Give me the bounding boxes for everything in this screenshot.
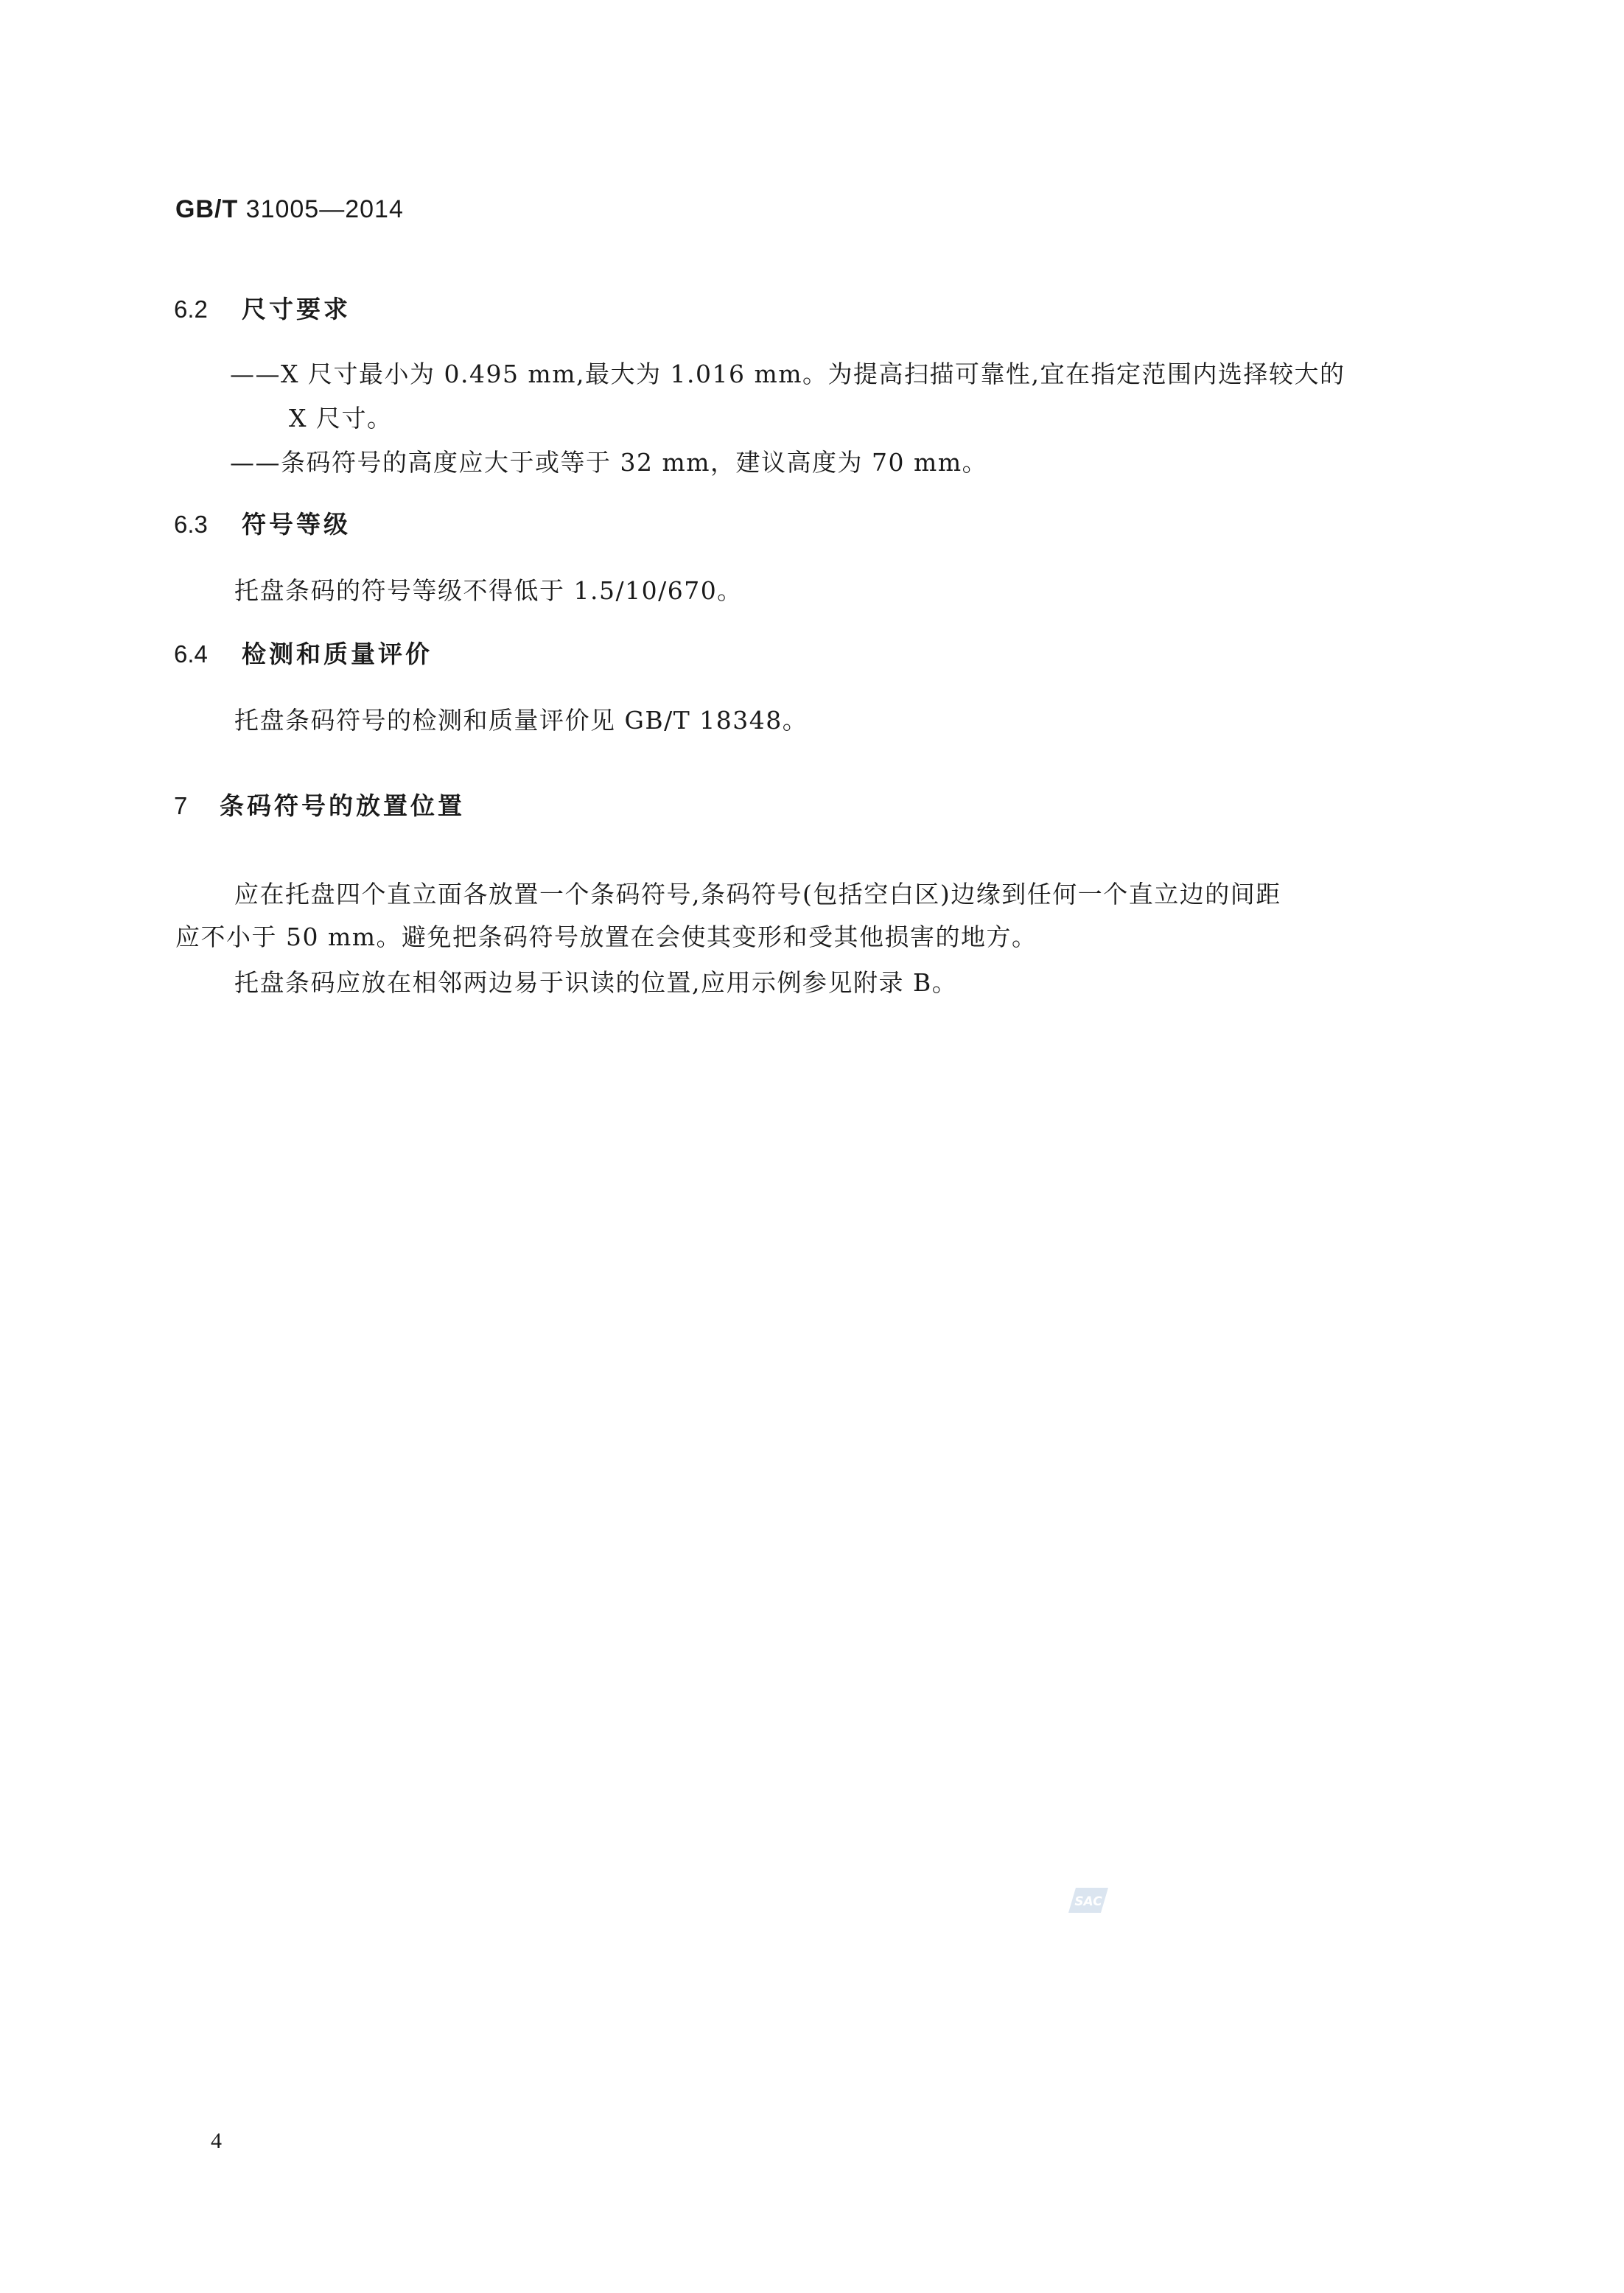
inspection-paragraph: 托盘条码符号的检测和质量评价见 GB/T 18348。: [234, 706, 808, 735]
section-number: 6.2: [174, 295, 208, 323]
section-number: 6.3: [174, 511, 208, 538]
section-title: 条码符号的放置位置: [220, 791, 465, 820]
placement-paragraph-2: 托盘条码应放在相邻两边易于识读的位置,应用示例参见附录 B。: [234, 968, 958, 997]
section-title: 尺寸要求: [242, 295, 351, 323]
section-7-heading: [174, 790, 465, 822]
section-title: 检测和质量评价: [242, 640, 433, 668]
standard-code-number: 31005—2014: [245, 195, 404, 223]
section-number: 6.4: [174, 640, 208, 668]
size-requirement-item-1: ——X 尺寸最小为 0.495 mm,最大为 1.016 mm。为提高扫描可靠性,宜在指定范围内选择较大的: [230, 360, 1345, 388]
section-title: 符号等级: [242, 510, 351, 539]
standard-code-prefix: GB/T: [175, 195, 239, 223]
section-number: 7: [174, 792, 188, 819]
page-number: 4: [211, 2129, 222, 2153]
svg-text:SAC: SAC: [1074, 1894, 1102, 1909]
symbol-grade-paragraph: 托盘条码的符号等级不得低于 1.5/10/670。: [234, 576, 743, 605]
section-6-3-heading: [174, 508, 351, 541]
standard-code-header: [175, 193, 404, 225]
placement-paragraph-1: 应在托盘四个直立面各放置一个条码符号,条码符号(包括空白区)边缘到任何一个直立边的间距: [234, 880, 1281, 909]
size-requirement-item-2: ——条码符号的高度应大于或等于 32 mm，建议高度为 70 mm。: [230, 448, 988, 477]
placement-paragraph-1-continued: 应不小于 50 mm。避免把条码符号放置在会使其变形和受其他损害的地方。: [175, 923, 1037, 951]
size-requirement-item-1-continued: X 尺寸。: [289, 404, 393, 433]
section-6-4-heading: [174, 638, 433, 671]
sac-logo-icon: [1065, 1883, 1111, 1917]
section-6-2-heading: [174, 293, 351, 326]
